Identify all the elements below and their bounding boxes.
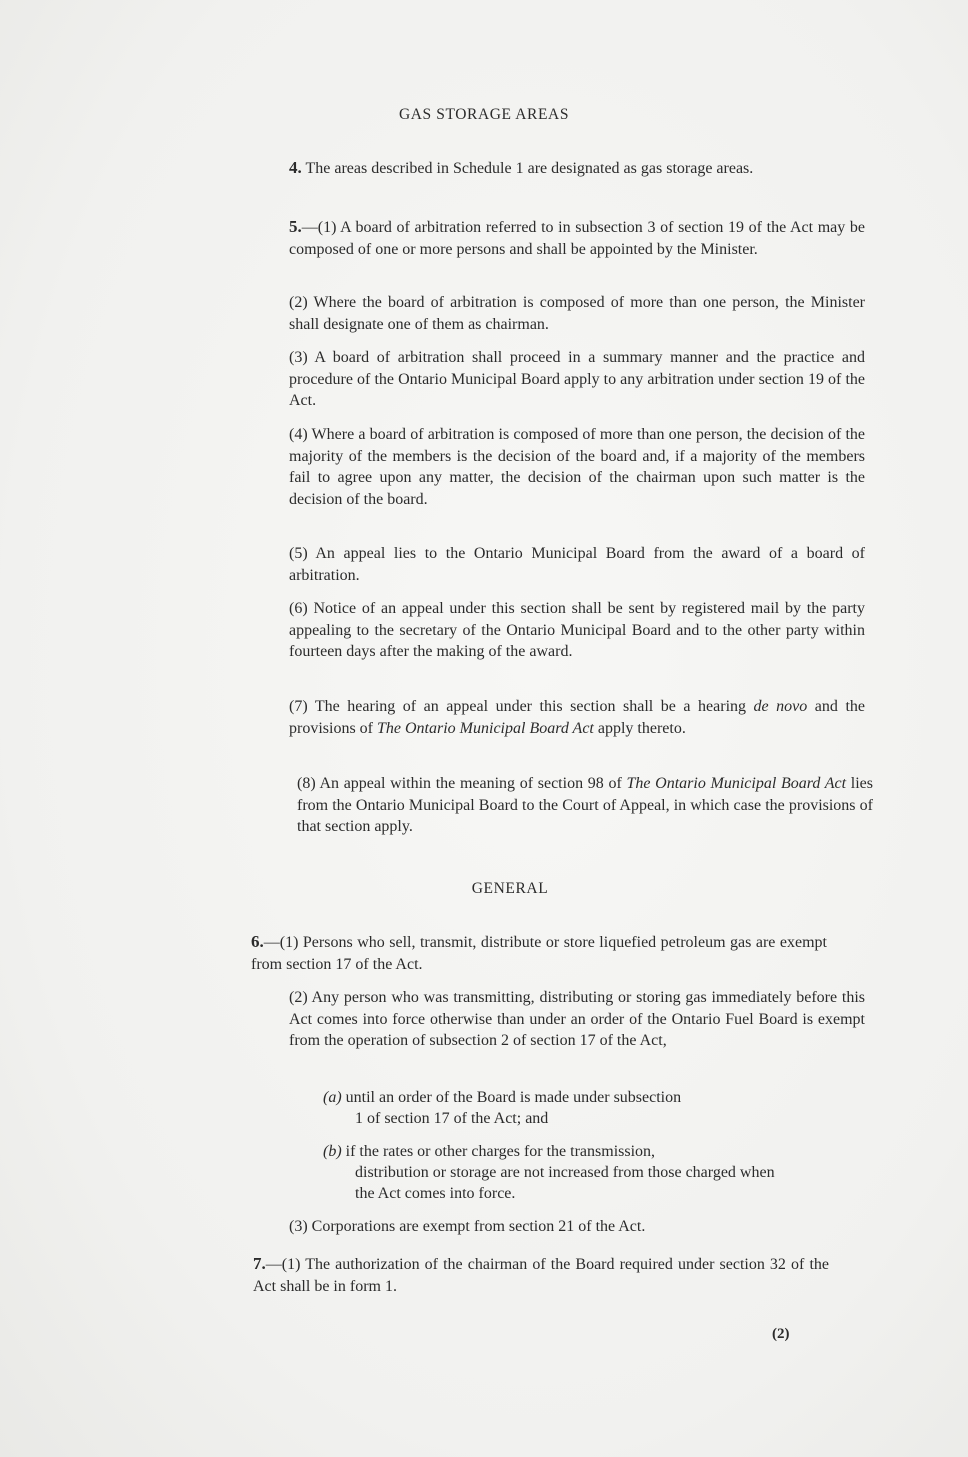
clause-label: (a) [323, 1089, 342, 1106]
act-title: The Ontario Municipal Board Act [377, 719, 594, 737]
clause-text: if the rates or other charges for the transmission, [345, 1143, 656, 1160]
subsection-5-8 [219, 773, 873, 838]
clause-b [323, 1141, 795, 1204]
section-number: 6. [251, 932, 264, 951]
text-part: (7) The hearing of an appeal under this section shall be a hearing [289, 698, 754, 715]
clause-label: (b) [323, 1143, 342, 1160]
general-heading: GENERAL [471, 880, 549, 897]
text-part: lies from the Ontario Municipal Board to the Court of Appeal, in which case the provisions of that section apply. [297, 775, 873, 835]
subsection-5-7 [219, 696, 865, 739]
subsection-6-3: (3) Corporations are exempt from section 21 of the Act. [289, 1218, 646, 1235]
subsection-6-2: (2) Any person who was transmitting, distributing or storing gas immediately before this Act comes into force otherwise than under an order of the Ontario Fuel Board is exempt from the operation of subsection 2 of section 17 of the Act, [289, 989, 865, 1049]
section-number: 7. [253, 1254, 266, 1273]
section-text: —(1) The authorization of the chairman of the Board required under section 32 of the Act shall be in form 1. [253, 1256, 829, 1295]
section-text: The areas described in Schedule 1 are designated as gas storage areas. [305, 160, 754, 177]
subsection-5-5: (5) An appeal lies to the Ontario Municipal Board from the award of a board of arbitration. [289, 545, 865, 584]
section-text: —(1) A board of arbitration referred to in subsection 3 of section 19 of the Act may be composed of one or more persons and shall be appointed by the Minister. [289, 219, 865, 258]
text-part: apply thereto. [593, 719, 686, 737]
clause-text-continued: 1 of section 17 of the Act; and [355, 1110, 549, 1127]
subsection-5-4: (4) Where a board of arbitration is composed of more than one person, the decision of the majority of the members is the decision of the board and, if a majority of the members fail to agree upon any matter, the decision of the chairman upon such matter is the decision of the board. [289, 426, 865, 508]
section-text: —(1) Persons who sell, transmit, distribute or store liquefied petroleum gas are exempt from section 17 of the Act. [251, 934, 827, 973]
clause-a [323, 1087, 795, 1129]
section-6-1 [219, 931, 827, 975]
section-number: 5. [289, 217, 302, 236]
text-part: (8) An appeal within the meaning of section 98 of [297, 775, 627, 792]
italic-phrase: de novo [753, 698, 808, 715]
page-title: GAS STORAGE AREAS [398, 106, 570, 123]
section-4 [219, 157, 865, 180]
section-5-1 [219, 216, 865, 260]
act-title: The Ontario Municipal Board Act [626, 775, 847, 792]
section-7-1 [219, 1253, 829, 1297]
page-number: (2) [772, 1326, 790, 1342]
subsection-5-2: (2) Where the board of arbitration is composed of more than one person, the Minister shall designate one of them as chairman. [289, 294, 865, 333]
clause-text: until an order of the Board is made under subsection [345, 1089, 682, 1106]
subsection-5-3: (3) A board of arbitration shall proceed in a summary manner and the practice and procedure of the Ontario Municipal Board apply to any arbitration under section 19 of the Act. [289, 349, 865, 409]
section-number: 4. [289, 158, 302, 177]
subsection-5-6: (6) Notice of an appeal under this section shall be sent by registered mail by the party appealing to the secretary of the Ontario Municipal Board and to the other party within fourteen days after the making of the award. [289, 600, 865, 660]
clause-text-continued: distribution or storage are not increased from those charged when the Act comes into force. [355, 1164, 775, 1202]
text-part: and the provisions of [289, 698, 865, 737]
